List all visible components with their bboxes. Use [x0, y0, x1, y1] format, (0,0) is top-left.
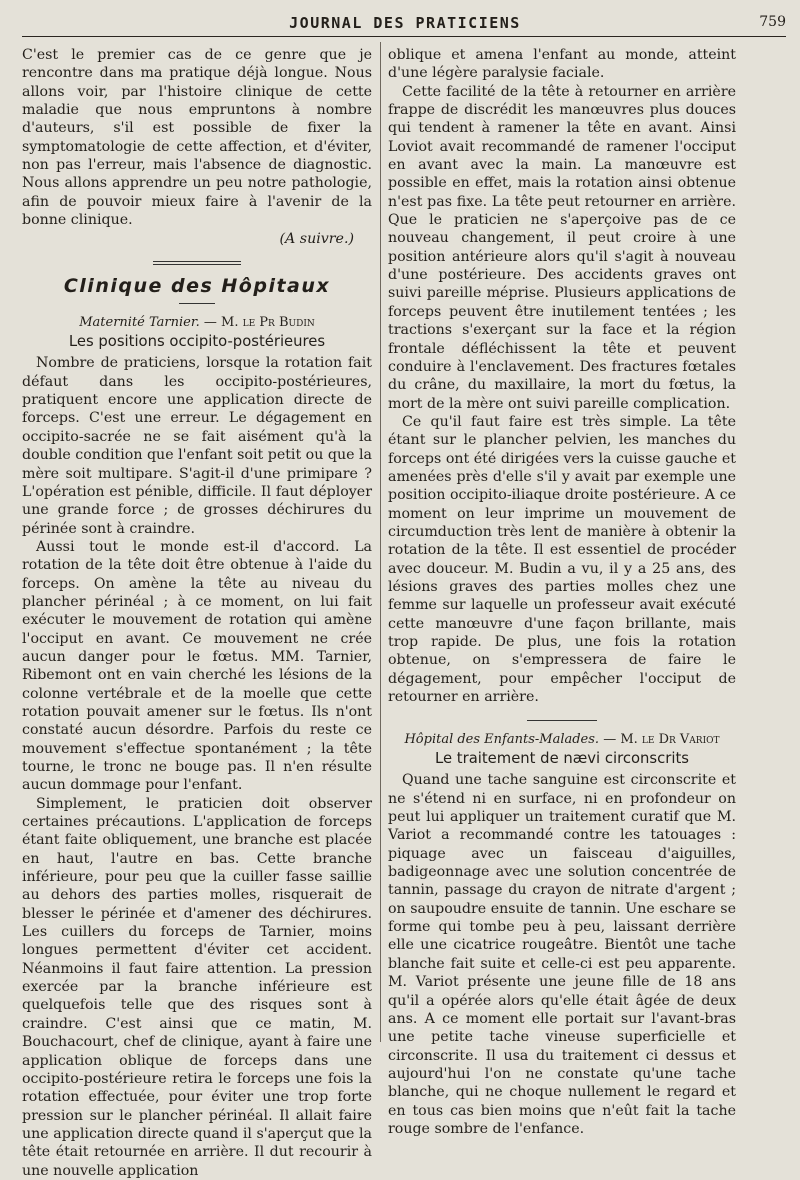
- intro-paragraph: C'est le premier cas de ce genre que je rencontre dans ma pratique déjà longue. Nous allons voir, par l'histoire clinique de cette maladie que nous empruntons à nombre d'auteurs, s'il est possible de fixer la symptomatologie de cette affection, et d'éviter, non pas l'erreur, mais l'absence de diagnostic. Nous allons apprendre un peu notre pathologie, afin de pouvoir mieux faire à l'avenir de la bonne clinique.: [22, 47, 372, 229]
- page-number: 759: [759, 14, 786, 30]
- article-paragraph: Quand une tache sanguine est circonscrite et ne s'étend ni en surface, ni en profondeur on peut lui appliquer un traitement curatif que M. Variot a recommandé contre les tatouages : piquage avec un faisceau d'aiguilles, badigeonnage avec une solution concentrée de tannin, passage du crayon de nitrate d'argent ; on saupoudre ensuite de tannin. Une eschare se forme qui tombe peu à peu, laissant derrière elle une cicatrice rougeâtre. Bientôt une tache blanche fait suite et celle-ci est peu apparente. M. Variot présente une jeune fille de 18 ans qu'il a opérée alors qu'elle était âgée de deux ans. A ce moment elle portait sur l'avant-bras une petite tache vineuse superficielle et circonscrite. Il usa du traitement ci dessus et aujourd'hui l'on ne constate qu'une tache blanche, qui ne choque nullement le regard et en tous cas bien moins que n'eût fait la tache rouge sombre de l'enfance.: [388, 772, 736, 1137]
- journal-title: JOURNAL DES PRATICIENS: [289, 14, 521, 32]
- byline-author: — M. le Pr Budin: [203, 315, 315, 331]
- article-byline: [22, 314, 372, 331]
- page-header: [20, 8, 790, 32]
- article-paragraph: oblique et amena l'enfant au monde, atteint d'une légère paralysie faciale.: [388, 47, 736, 82]
- right-column: [388, 46, 736, 1138]
- article-separator-rule: [527, 720, 597, 721]
- article-byline: [388, 731, 736, 748]
- article-paragraph: Simplement, le praticien doit observer certaines précautions. L'application de forceps étant faite obliquement, une branche est placée en haut, l'autre en bas. Cette branche inférieure, pour peu que la cuiller fasse saillie au dehors des parties molles, risquerait de blesser le périnée et d'amener des déchirures. Les cuillers du forceps de Tarnier, moins longues permettent d'éviter cet accident. Néanmoins il faut faire attention. La pression exercée par la branche inférieure est quelquefois telle que des risques sont à craindre. C'est ainsi que ce matin, M. Bouchacourt, chef de clinique, ayant à faire une application oblique de forceps dans une occipito-postérieure retira le forceps une fois la rotation effectuée, pour éviter une trop forte pression sur le plancher périnéal. Il allait faire une application directe quand il s'aperçut que la tête était retournée en arrière. Il dut recourir à une nouvelle application: [22, 795, 372, 1179]
- article-paragraph: Nombre de praticiens, lorsque la rotation fait défaut dans les occipito-postérieures, pratiquent encore une application directe de forceps. C'est une erreur. Le dégagement en occipito-sacrée ne se fait aisément qu'à la double condition que l'enfant soit petit ou que la mère soit multipare. S'agit-il d'une primipare ? L'opération est pénible, difficile. Il faut déployer une grande force ; de grosses déchirures du périnée sont à craindre.: [22, 355, 372, 537]
- section-rule: [153, 261, 241, 265]
- section-title-rule: [179, 303, 215, 304]
- byline-place: Maternité Tarnier.: [79, 315, 200, 331]
- article-paragraph: Cette facilité de la tête à retourner en arrière frappe de discrédit les manœuvres plus douces qui tendent à ramener la tête en avant. Ainsi Loviot avait recommandé de ramener l'occiput en avant avec la main. La manœuvre est possible en effet, mais la rotation ainsi obtenue n'est pas fixe. La tête peut retourner en arrière. Que le praticien ne s'aperçoive pas de ce nouveau changement, il peut croire à une position antérieure alors qu'il s'agit à nouveau d'une postérieure. Des accidents graves ont suivi pareille méprise. Plusieurs applications de forceps peuvent être inutilement tentées ; les tractions s'exerçant sur la face et la région frontale défléchissent la tête et peuvent conduire à l'enclavement. Des fractures fœtales du crâne, du maxillaire, la mort du fœtus, la mort de la mère ont suivi pareille complication.: [388, 83, 736, 412]
- column-divider: [380, 42, 381, 1042]
- left-column: [22, 46, 372, 1180]
- byline-author: — M. le Dr Variot: [603, 732, 720, 748]
- header-rule: [22, 36, 786, 37]
- section-title: Clinique des Hôpitaux: [63, 275, 331, 298]
- article-paragraph: Ce qu'il faut faire est très simple. La tête étant sur le plancher pelvien, les manches du forceps ont été dirigées vers la cuisse gauche et amenées près d'elle s'il y avait par exemple une position occipito-iliaque droite postérieure. A ce moment on leur imprime un mouvement de circumduction très lent de manière à obtenir la rotation de la tête. Il est essentiel de procéder avec douceur. M. Budin a vu, il y a 25 ans, des lésions graves des parties molles chez une femme sur laquelle un professeur avait exécuté cette manœuvre d'une façon brillante, mais trop rapide. De plus, une fois la rotation obtenue, on s'empressera de faire le dégagement, pour empêcher l'occiput de retourner en arrière.: [388, 413, 736, 706]
- article-title: Les positions occipito-postérieures: [68, 333, 326, 351]
- article-paragraph: Aussi tout le monde est-il d'accord. La rotation de la tête doit être obtenue à l'aide du forceps. On amène la tête au niveau du plancher périnéal ; à ce moment, on lui fait exécuter le mouvement de rotation qui amène l'occiput en avant. Ce mouvement ne crée aucun danger pour le fœtus. MM. Tarnier, Ribemont ont en vain cherché les lésions de la colonne vertébrale et de la moelle que cette rotation pouvait amener sur le fœtus. Ils n'ont constaté aucun désordre. Parfois du reste ce mouvement s'effectue spontanément ; la tête tourne, le tronc ne bouge pas. Il n'en résulte aucun dommage pour l'enfant.: [22, 538, 372, 794]
- article-title: Le traitement de nævi circonscrits: [435, 750, 689, 768]
- a-suivre: (A suivre.): [279, 231, 354, 248]
- byline-place: Hôpital des Enfants-Malades.: [404, 732, 600, 748]
